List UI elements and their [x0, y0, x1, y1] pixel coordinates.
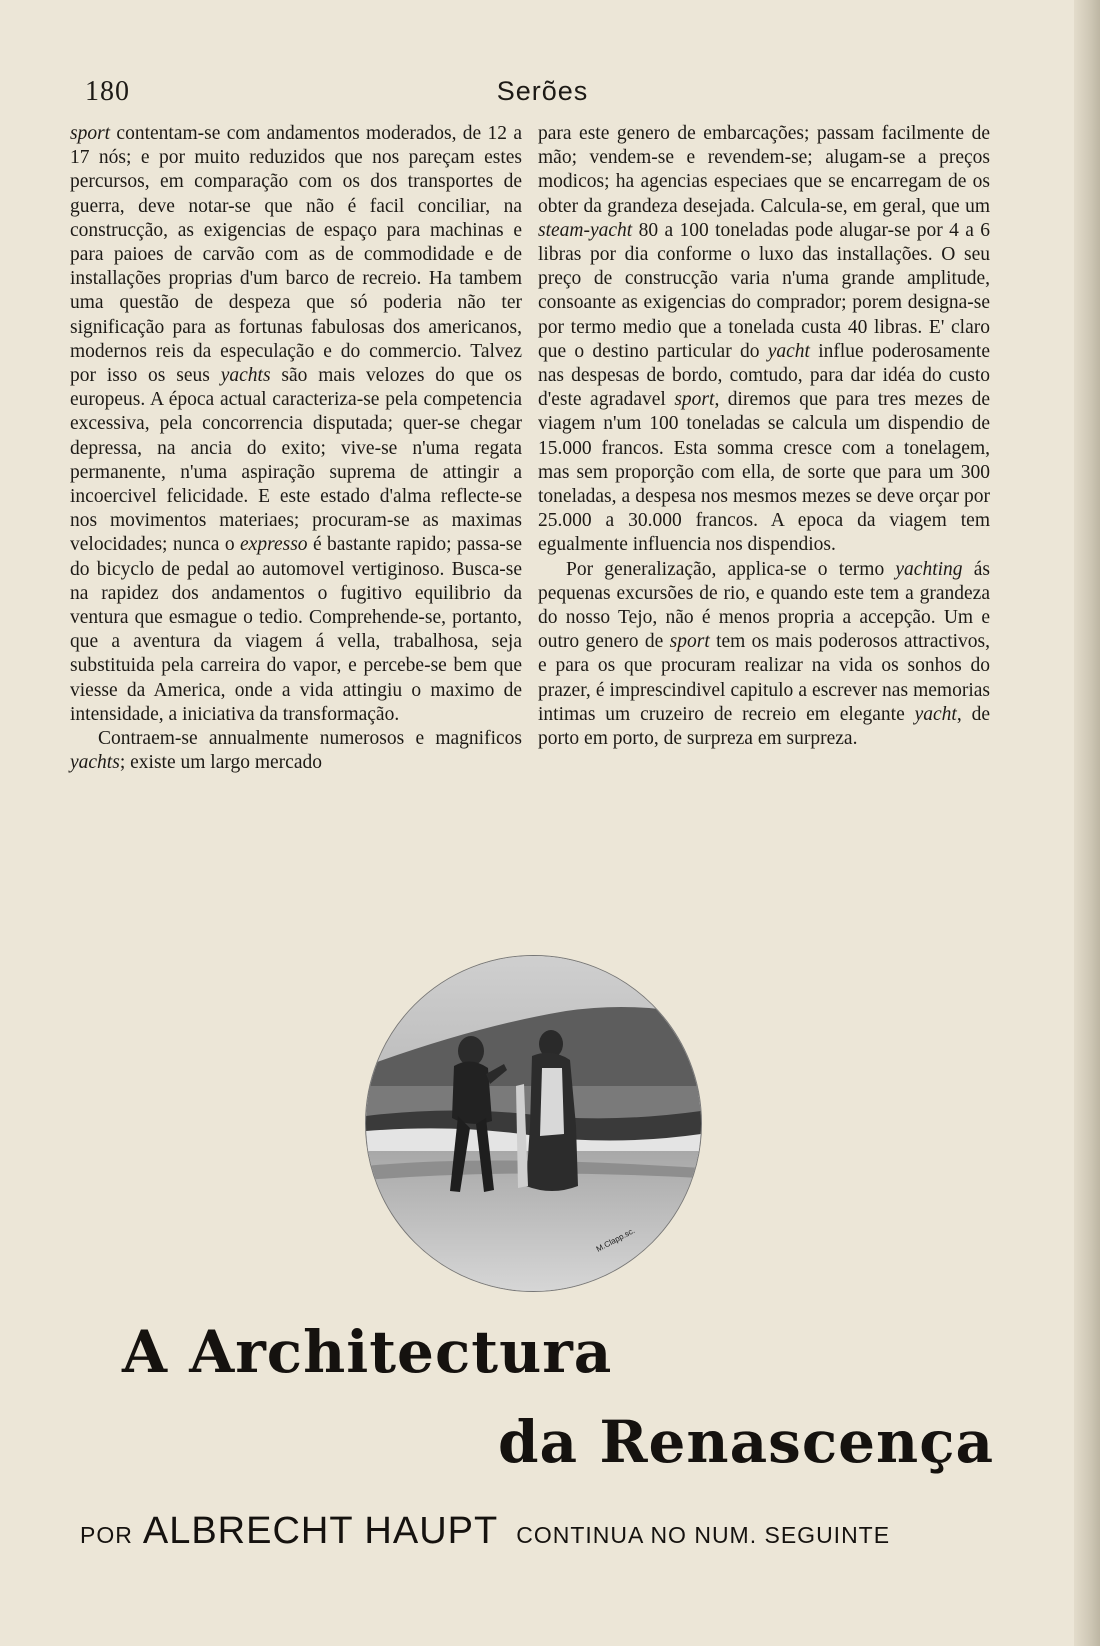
advert-headline-line-1: A Architectura [122, 1318, 613, 1386]
text-run: influe poderosamente nas despesas de bordo, comtudo, para dar idéa do custo d'este agradavel [538, 340, 990, 411]
text-run: Contraem-se annualmente numerosos e magnificos [98, 728, 522, 750]
text-run: 80 a 100 toneladas pode alugar-se por 4 a 6 libras por dia conforme o luxo das installações. O seu preço de construcção varia n'uma grande amplitude, consoante as exigencias do comprador; porem designa-se por termo medio que a tonelada custa 40 libras. E' claro que o destino particular do [538, 219, 990, 362]
text-column-left [70, 122, 522, 775]
italic-term: sport [669, 631, 710, 653]
text-run: são mais velozes do que os europeus. A época actual caracteriza-se pela competencia excessiva, pela concorrencia disputada; quer-se chegar depressa, na ancia do exito; vive-se n'uma regata permanente, n'uma aspiração suprema de attingir a incoercivel felicidade. E este estado d'alma reflecte-se nos movimentos materiaes; procuram-se as maximas velocidades; nunca o [70, 365, 523, 556]
italic-term: sport [674, 389, 715, 411]
page-header [85, 76, 1000, 116]
paragraph [70, 727, 522, 775]
circular-photo [365, 955, 702, 1292]
page-number: 180 [85, 76, 130, 107]
text-run: tem os mais poderosos attractivos, e para os que procuram realizar na vida os sonhos do prazer, é imprescindivel capitulo a escrever nas memorias intimas um cruzeiro de recreio em elegante [538, 631, 991, 725]
text-run: ; existe um largo mercado [119, 752, 322, 774]
paragraph [70, 122, 522, 727]
beach-figures-illustration [366, 956, 701, 1291]
text-run: ás pequenas excursões de rio, e quando este tem a grandeza do nosso Tejo, não é menos propria a accepção. Um e outro genero de [538, 558, 990, 653]
italic-term: yacht [914, 703, 957, 725]
italic-term: expresso [240, 534, 308, 556]
italic-term: yacht [767, 340, 810, 362]
credit-by: POR [80, 1522, 133, 1548]
illustration-signature: M.Clapp.sc. [594, 1225, 637, 1254]
italic-term: steam-yacht [538, 219, 633, 241]
text-run: Por generalização, applica-se o termo [566, 558, 896, 580]
paragraph [538, 122, 990, 558]
advert-headline-line-2: da Renascença [498, 1408, 995, 1476]
text-run: contentam-se com andamentos moderados, de 12 a 17 nós; e por muito reduzidos que nos pareçam estes percursos, em comparação com os dos transportes de guerra, deve notar-se que não é facil conciliar, na construcção, as exigencias de espaço para machinas e para paioes de carvão com as de commodidade e de installações proprias d'um barco de recreio. Ha tambem uma questão de despeza que só poderia não ter significação para as fortunas fabulosas dos americanos, modernos reis da especulação e do commercio. Talvez por isso os seus [70, 123, 522, 387]
running-title: Serões [496, 76, 589, 106]
text-run: para este genero de embarcações; passam facilmente de mão; vendem-se e revendem-se; alugam-se a preços modicos; ha agencias especiaes que se encarregam de os obter da grandeza desejada. Calcula-se, em geral, que um [538, 123, 990, 217]
paragraph [538, 558, 990, 752]
credit-author: ALBRECHT HAUPT [142, 1510, 499, 1552]
text-run: , de porto em porto, de surpreza em surpreza. [538, 703, 990, 750]
italic-term: yachts [70, 752, 120, 774]
text-run: é bastante rapido; passa-se do bicyclo de pedal ao automovel vertiginoso. Busca-se na rapidez dos andamentos o fugitivo equilibrio da ventura que esmague o tedio. Comprehende-se, portanto, que a aventura da viagem á vella, trabalhosa, seja substituida pela carreira do vapor, e percebe-se bem que viesse da America, onde a vida attingiu o maximo de intensidade, a iniciativa da transformação. [70, 534, 522, 725]
italic-term: yachting [895, 558, 963, 580]
text-column-right [538, 122, 990, 751]
italic-term: yachts [220, 365, 271, 387]
credit-continued: CONTINUA NO NUM. SEGUINTE [516, 1522, 891, 1548]
advert-credit-line [80, 1510, 1000, 1553]
italic-term: sport [70, 123, 111, 144]
text-run: , diremos que para tres mezes de viagem n'um 100 toneladas se calcula um dispendio de 15.000 francos. Esta somma cresce com a tonelagem, mas sem proporção com ella, de sorte que para um 300 toneladas, a despesa nos mesmos mezes se deve orçar por 25.000 a 30.000 francos. A epoca da viagem tem egualmente influencia nos dispendios. [538, 389, 990, 556]
page-spine-shadow [1074, 0, 1100, 1646]
